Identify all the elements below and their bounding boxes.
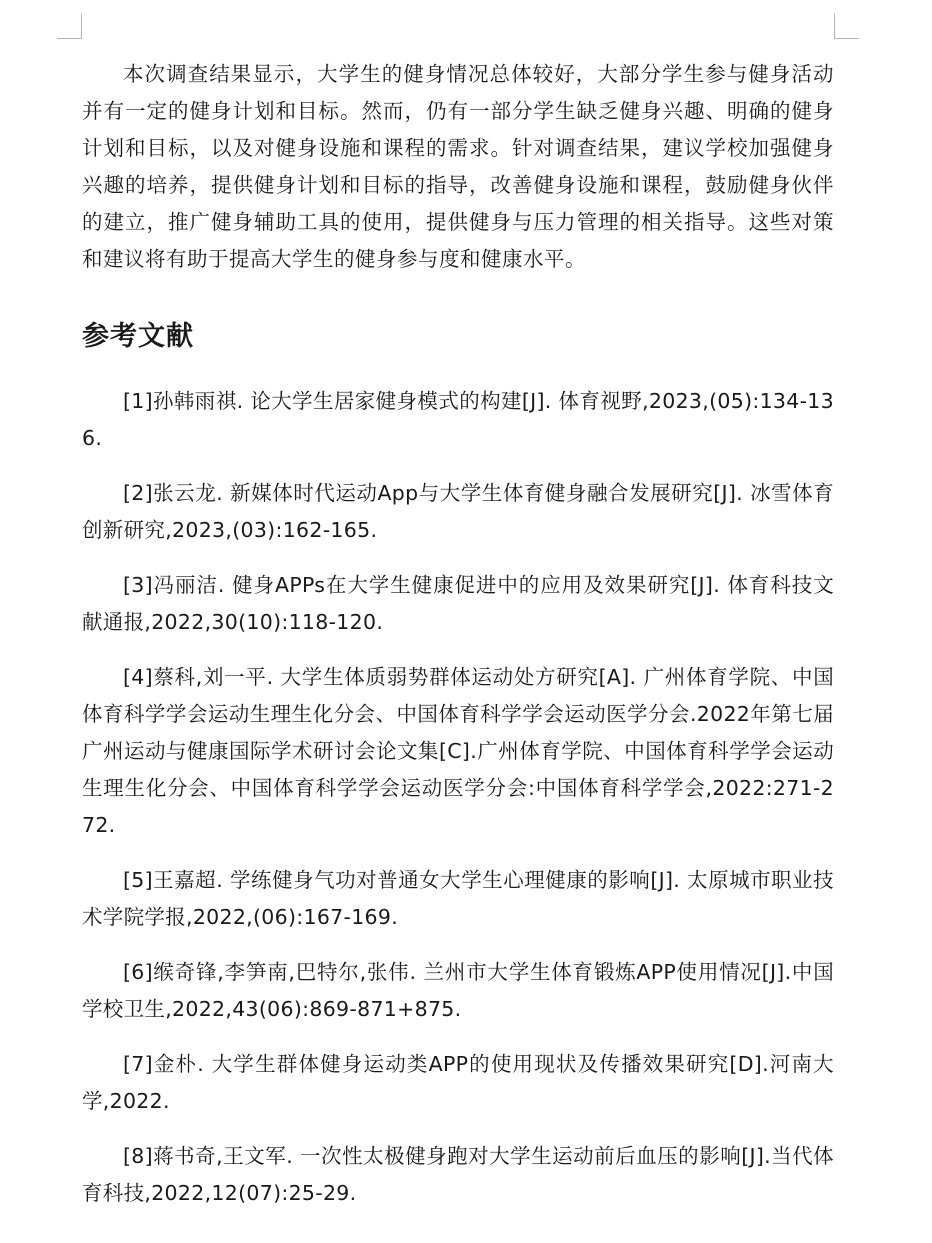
reference-item: [7]金朴. 大学生群体健身运动类APP的使用现状及传播效果研究[D].河南大学,2022. [82,1052,834,1113]
document-content [82,56,834,1230]
reference-item: [2]张云龙. 新媒体时代运动App与大学生体育健身融合发展研究[J]. 冰雪体育创新研究,2023,(03):162-165. [82,481,834,542]
reference-item: [4]蔡科,刘一平. 大学生体质弱势群体运动处方研究[A]. 广州体育学院、中国体育科学学会运动生理生化分会、中国体育科学学会运动医学分会.2022年第七届广州运动与健康国际学术研讨会论文集[C].广州体育学院、中国体育科学学会运动生理生化分会、中国体育科学学会运动医学分会:中国体育科学学会,2022:271-272. [82,665,834,837]
reference-item: [8]蒋书奇,王文军. 一次性太极健身跑对大学生运动前后血压的影响[J].当代体育科技,2022,12(07):25-29. [82,1144,834,1205]
reference-list [82,383,834,1212]
crop-mark-top-right [834,14,859,39]
reference-item: [6]缑奇锋,李笋南,巴特尔,张伟. 兰州市大学生体育锻炼APP使用情况[J].中国学校卫生,2022,43(06):869-871+875. [82,960,834,1021]
reference-item: [1]孙韩雨祺. 论大学生居家健身模式的构建[J]. 体育视野,2023,(05):134-136. [82,389,834,450]
references-heading: 参考文献 [82,321,194,352]
conclusion-paragraph: 本次调查结果显示，大学生的健身情况总体较好，大部分学生参与健身活动并有一定的健身计划和目标。然而，仍有一部分学生缺乏健身兴趣、明确的健身计划和目标，以及对健身设施和课程的需求。针对调查结果，建议学校加强健身兴趣的培养，提供健身计划和目标的指导，改善健身设施和课程，鼓励健身伙伴的建立，推广健身辅助工具的使用，提供健身与压力管理的相关指导。这些对策和建议将有助于提高大学生的健身参与度和健康水平。 [82,62,834,271]
crop-mark-top-left [57,14,82,39]
reference-item: [3]冯丽洁. 健身APPs在大学生健康促进中的应用及效果研究[J]. 体育科技文献通报,2022,30(10):118-120. [82,573,834,634]
reference-item: [5]王嘉超. 学练健身气功对普通女大学生心理健康的影响[J]. 太原城市职业技术学院学报,2022,(06):167-169. [82,868,834,929]
